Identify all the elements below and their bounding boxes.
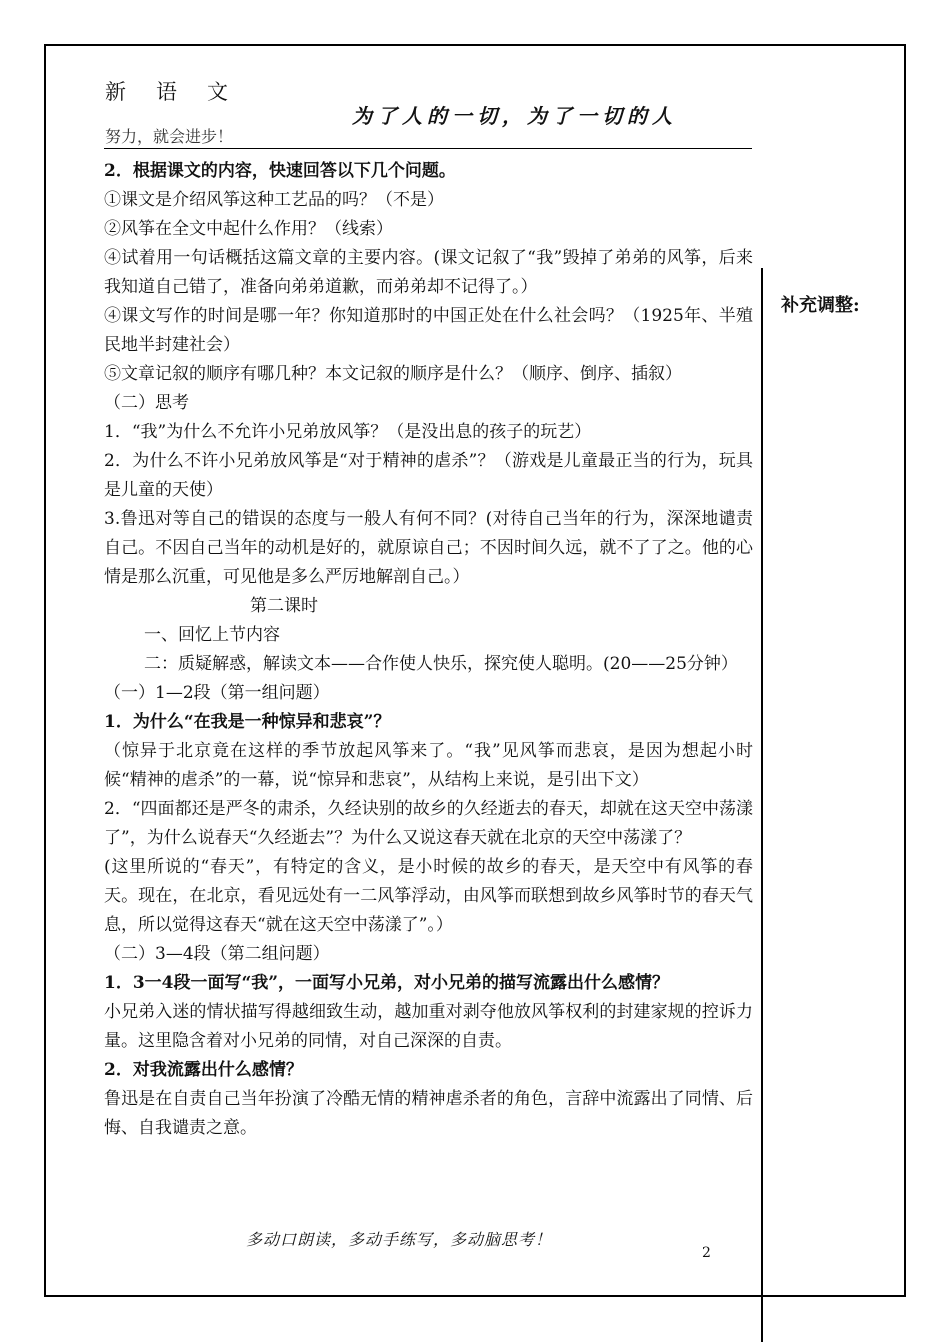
frame-left-border <box>44 44 46 1296</box>
frame-right-border-upper <box>904 44 906 328</box>
step-heading: 一、回忆上节内容 <box>144 625 280 645</box>
supplement-label: 补充调整: <box>781 295 860 316</box>
answer-text: 鲁迅是在自责自己当年扮演了冷酷无情的精神虐杀者的角色，言辞中流露出了同情、后悔、自我谴责之意。 <box>104 1089 753 1138</box>
section-heading: （二）思考 <box>104 393 189 413</box>
question-item: 2．为什么不许小兄弟放风筝是“对于精神的虐杀”？（游戏是儿童最正当的行为，玩具是儿童的天使） <box>104 451 753 500</box>
question-item: ②风筝在全文中起什么作用？（线索） <box>104 219 393 239</box>
column-divider <box>761 268 763 1342</box>
question-item: 3.鲁迅对等自己的错误的态度与一般人有何不同？(对待自己当年的行为，深深地谴责自己。不因自己当年的动机是好的，就原谅自己；不因时间久远，就不了了之。他的心情是那么沉重，可见他是多么严厉地解剖自己。） <box>104 509 753 587</box>
frame-bottom-border <box>44 1295 906 1297</box>
brand-title: 新语文 <box>105 80 258 104</box>
frame-top-border <box>44 44 906 46</box>
question-item: ⑤文章记叙的顺序有哪几种？本文记叙的顺序是什么？（顺序、倒序、插叙） <box>104 364 682 384</box>
answer-text: （惊异于北京竟在这样的季节放起风筝来了。“我”见风筝而悲哀，是因为想起小时候“精神的虐杀”的一幕，说“惊异和悲哀”，从结构上来说，是引出下文） <box>104 741 753 790</box>
question-item: 2．“四面都还是严冬的肃杀，久经诀别的故乡的久经逝去的春天，却就在这天空中荡漾了”，为什么说春天“久经逝去”？为什么又说这春天就在北京的天空中荡漾了？ <box>104 799 753 848</box>
question-item: 1．3一4段一面写“我”，一面写小兄弟，对小兄弟的描写流露出什么感情？ <box>104 973 670 993</box>
question-item: ④试着用一句话概括这篇文章的主要内容。(课文记叙了“我”毁掉了弟弟的风筝，后来我知道自己错了，准备向弟弟道歉，而弟弟却不记得了。） <box>104 248 753 297</box>
header-slogan: 努力，就会进步！ <box>105 127 234 146</box>
step-heading: 二：质疑解惑，解读文本——合作使人快乐，探究使人聪明。(20——25分钟） <box>144 654 738 674</box>
question-item: 1．“我”为什么不允许小兄弟放风筝？（是没出息的孩子的玩艺） <box>104 422 592 442</box>
question-item: 2．对我流露出什么感情？ <box>104 1060 303 1080</box>
page-number: 2 <box>702 1245 711 1261</box>
question-item: 1．为什么“在我是一种惊异和悲哀”？ <box>104 712 391 732</box>
lesson-content <box>104 157 753 1143</box>
footer-motto: 多动口朗读，多动手练写，多动脑思考！ <box>246 1230 553 1249</box>
section-heading: （一）1—2段（第一组问题） <box>104 683 330 703</box>
section-heading: （二）3—4段（第二组问题） <box>104 944 330 964</box>
header-divider <box>104 148 752 149</box>
question-item: ①课文是介绍风筝这种工艺品的吗？（不是） <box>104 190 444 210</box>
frame-right-border-lower <box>904 325 906 1297</box>
answer-text: (这里所说的“春天”，有特定的含义，是小时候的故乡的春天，是天空中有风筝的春天。现在，在北京，看见远处有一二风筝浮动，由风筝而联想到故乡风筝时节的春天气息，所以觉得这春天“就在这天空中荡漾了”。） <box>104 857 753 935</box>
question-item: ④课文写作的时间是哪一年？你知道那时的中国正处在什么社会吗？（1925年、半殖民地半封建社会） <box>104 306 753 355</box>
lesson-heading: 第二课时 <box>250 596 318 616</box>
answer-text: 小兄弟入迷的情状描写得越细致生动，越加重对剥夺他放风筝权利的封建家规的控诉力量。这里隐含着对小兄弟的同情，对自己深深的自责。 <box>104 1002 753 1051</box>
question-heading: 2．根据课文的内容，快速回答以下几个问题。 <box>104 161 456 181</box>
header-motto: 为了人的一切，为了一切的人 <box>352 104 677 128</box>
